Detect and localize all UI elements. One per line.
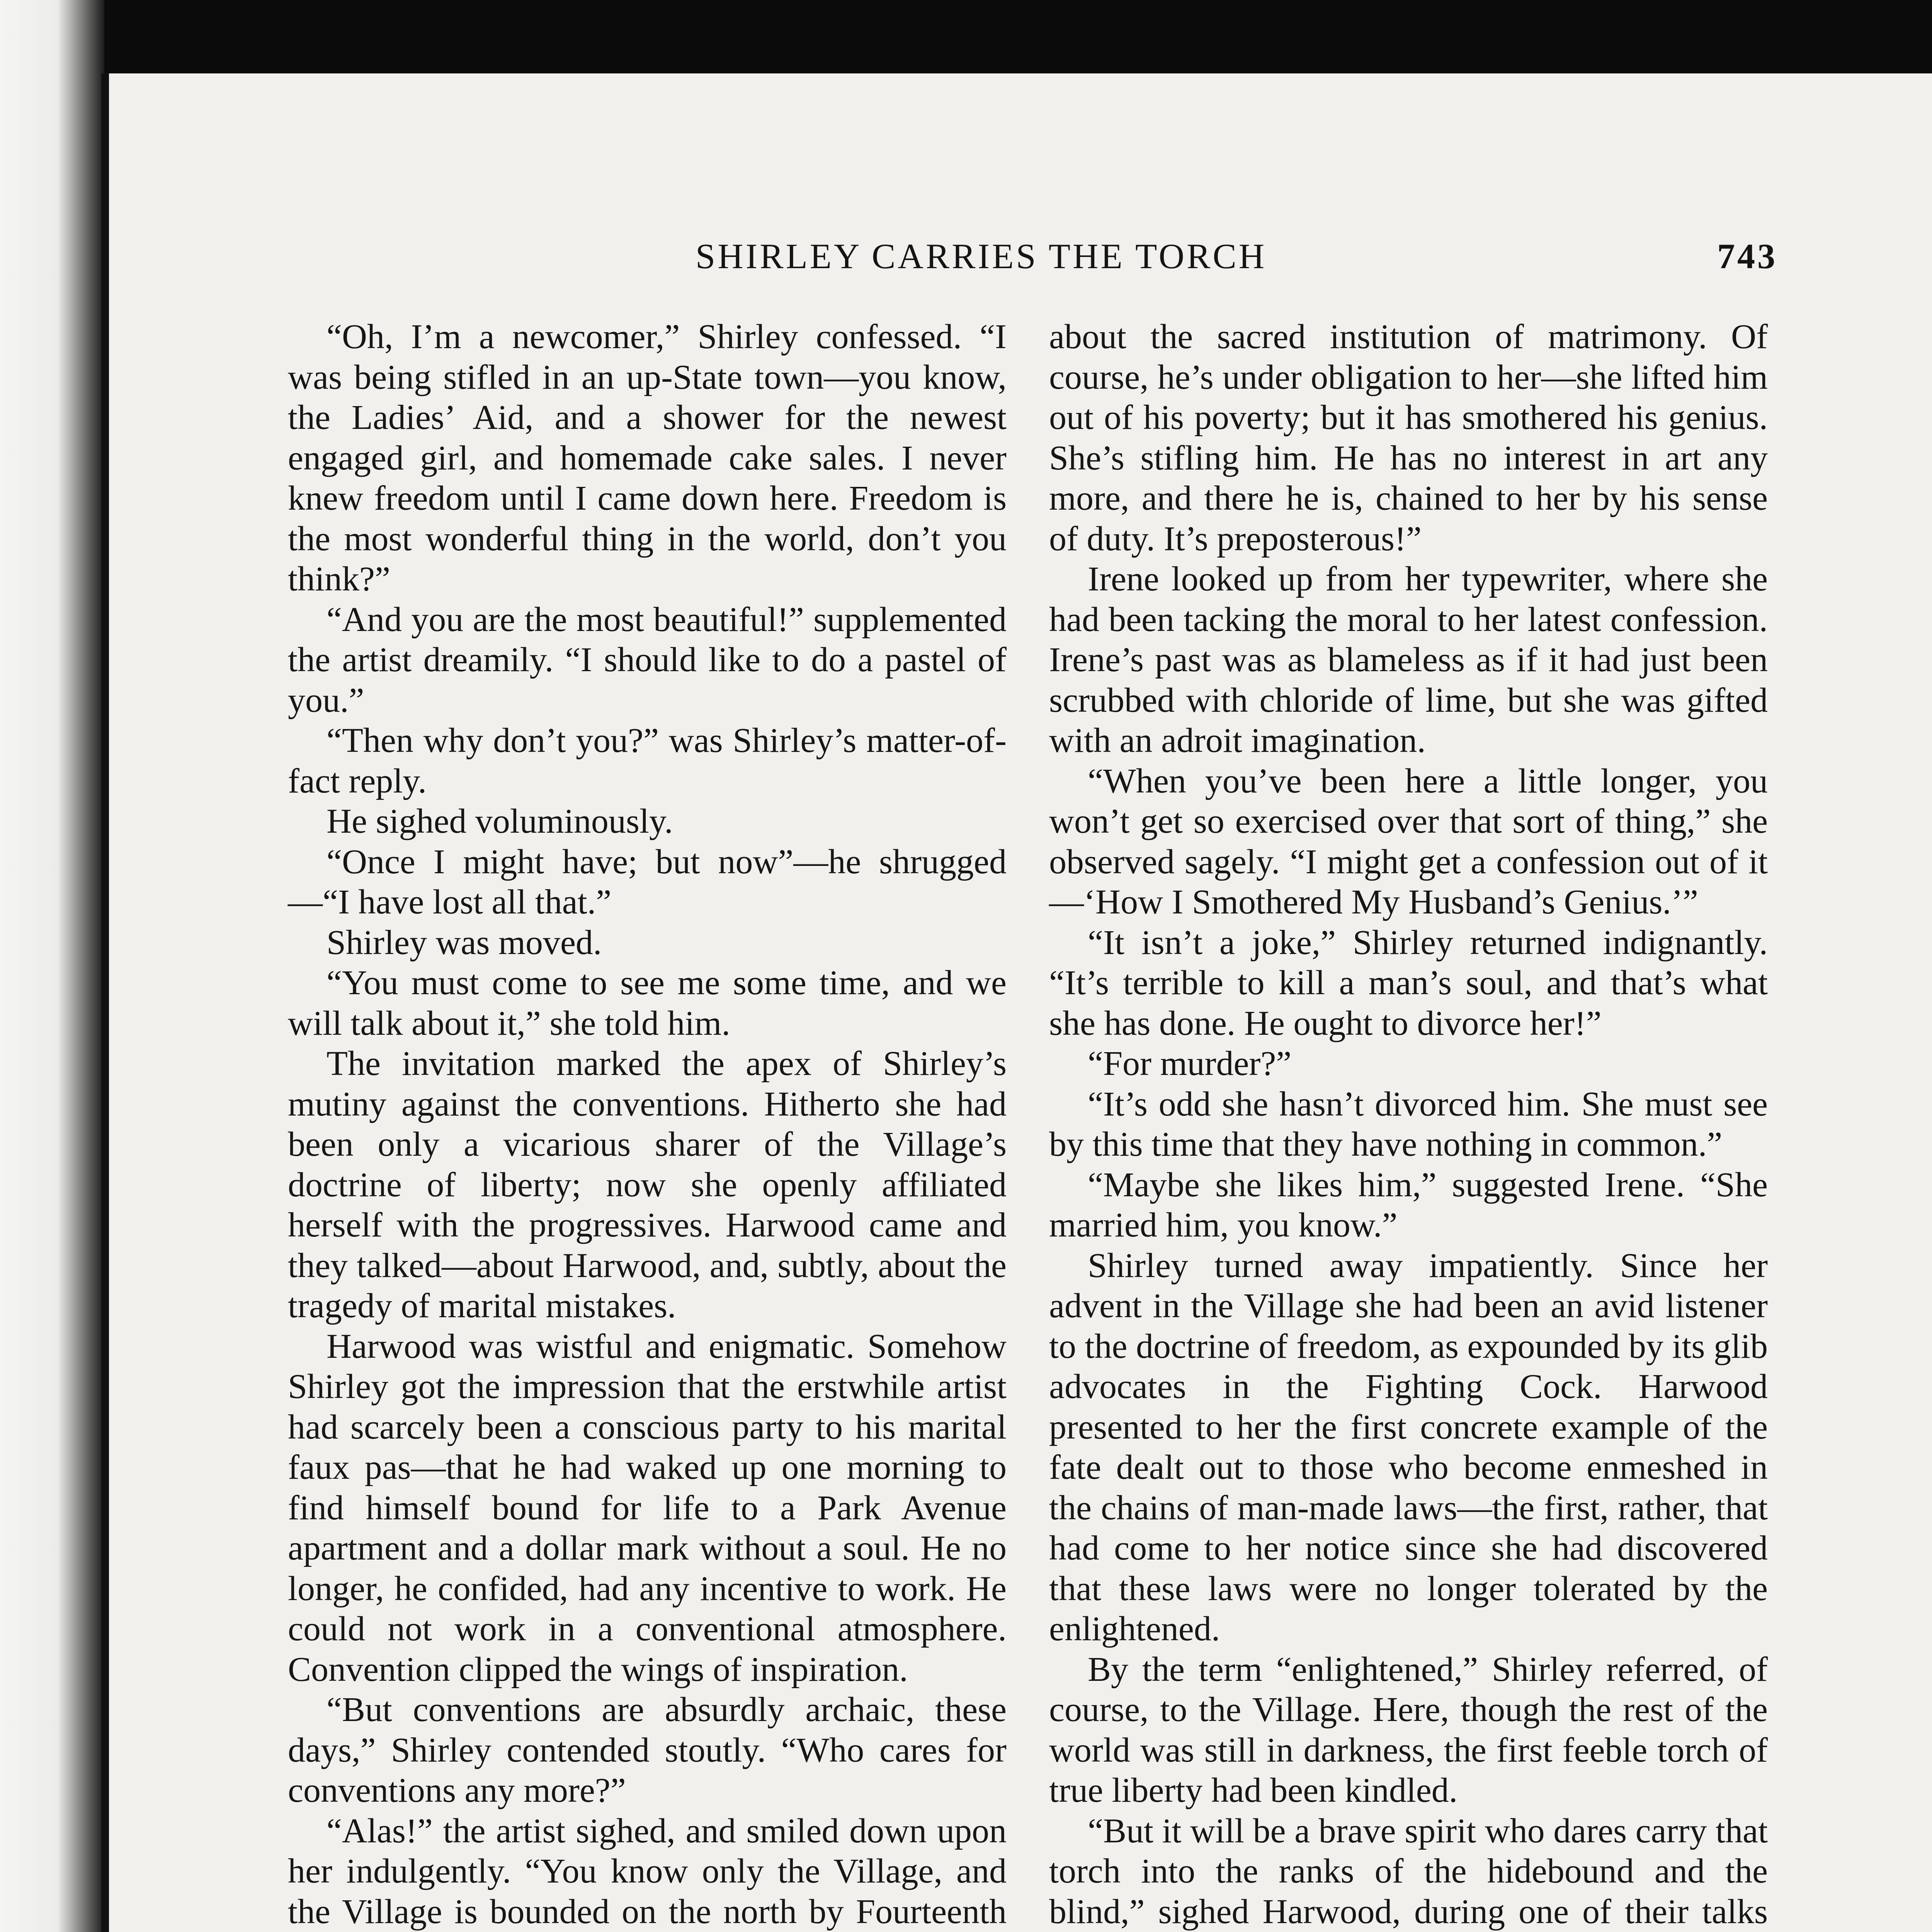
paragraph: Shirley was moved. [327, 923, 602, 962]
right-column [1049, 317, 1768, 1932]
paragraph: “But conventions are absurdly archaic, these days,” Shirley contended stoutly. “Who cares for conventions any more?” [288, 1690, 1007, 1810]
paragraph: Harwood was wistful and enigmatic. Somehow Shirley got the impression that the erstwhile artist had scarcely been a conscious party to his marital faux pas—that he had waked up one morning to find himself bound for life to a Park Avenue apartment and a dollar mark without a soul. He no longer, he confided, had any incentive to work. He could not work in a conventional atmosphere. Convention clipped the wings of inspiration. [288, 1327, 1007, 1689]
paragraph: “Oh, I’m a newcomer,” Shirley confessed. “I was being stifled in an up-State town—you know, the Ladies’ Aid, and a shower for the newest engaged girl, and homemade cake sales. I never knew freedom until I came down here. Freedom is the most wonderful thing in the world, don’t you think?” [288, 318, 1007, 598]
left-column [288, 317, 1007, 1932]
book-gutter [0, 0, 104, 1932]
paragraph: “And you are the most beautiful!” supplemented the artist dreamily. “I should like to do a pastel of you.” [288, 600, 1007, 719]
paragraph-continued: about the sacred institution of matrimony. Of course, he’s under obligation to her—she lifted him out of his poverty; but it has smothered his genius. She’s stifling him. He has no interest in art any more, and there he is, chained to her by his sense of duty. It’s preposterous!” [1049, 318, 1768, 558]
paragraph: Shirley turned away impatiently. Since her advent in the Village she had been an avid listener to the doctrine of freedom, as expounded by its glib advocates in the Fighting Cock. Harwood presented to her the first concrete example of the fate dealt out to those who become enmeshed in the chains of man-made laws—the first, rather, that had come to her notice since she had discovered that these laws were no longer tolerated by the enlightened. [1049, 1246, 1768, 1648]
paragraph: He sighed voluminously. [327, 802, 673, 840]
running-header [696, 236, 1777, 282]
paragraph: “Then why don’t you?” was Shirley’s matter-of-fact reply. [288, 721, 1007, 800]
paragraph: “For murder?” [1088, 1044, 1292, 1083]
paragraph: “It isn’t a joke,” Shirley returned indignantly. “It’s terrible to kill a man’s soul, and that’s what she has done. He ought to divorce her!” [1049, 923, 1768, 1043]
paragraph: “Once I might have; but now”—he shrugged—“I have lost all that.” [288, 842, 1007, 921]
paragraph: “Maybe she likes him,” suggested Irene. “She married him, you know.” [1049, 1165, 1768, 1244]
binding-edge [101, 73, 109, 1932]
paragraph: “But it will be a brave spirit who dares carry that torch into the ranks of the hidebound and the blind,” sighed Harwood, during one of their talks [1049, 1811, 1768, 1931]
paragraph: “When you’ve been here a little longer, you won’t get so exercised over that sort of thing,” she observed sagely. “I might get a confession out of it—‘How I Smothered My Husband’s Genius.’” [1049, 762, 1768, 921]
running-title: SHIRLEY CARRIES THE TORCH [696, 236, 1267, 276]
paragraph: By the term “enlightened,” Shirley referred, of course, to the Village. Here, though the rest of the world was still in darkness, the first feeble torch of true liberty had been kindled. [1049, 1650, 1768, 1810]
paragraph: “You must come to see me some time, and we will talk about it,” she told him. [288, 964, 1007, 1043]
paragraph: The invitation marked the apex of Shirley’s mutiny against the conventions. Hitherto she had been only a vicarious sharer of the Village’s doctrine of liberty; now she openly affiliated herself with the progressives. Harwood came and they talked—about Harwood, and, subtly, about the tragedy of marital mistakes. [288, 1044, 1007, 1325]
page-number: 743 [1717, 236, 1777, 276]
paragraph: “Alas!” the artist sighed, and smiled down upon her indulgently. “You know only the Village, and the Village is bounded on the north by Fourteenth [288, 1811, 1007, 1931]
paragraph: Irene looked up from her typewriter, where she had been tacking the moral to her latest confession. Irene’s past was as blameless as if it had just been scrubbed with chloride of lime, but she was gifted with an adroit imagination. [1049, 560, 1768, 760]
paragraph: “It’s odd she hasn’t divorced him. She must see by this time that they have nothing in common.” [1049, 1085, 1768, 1163]
